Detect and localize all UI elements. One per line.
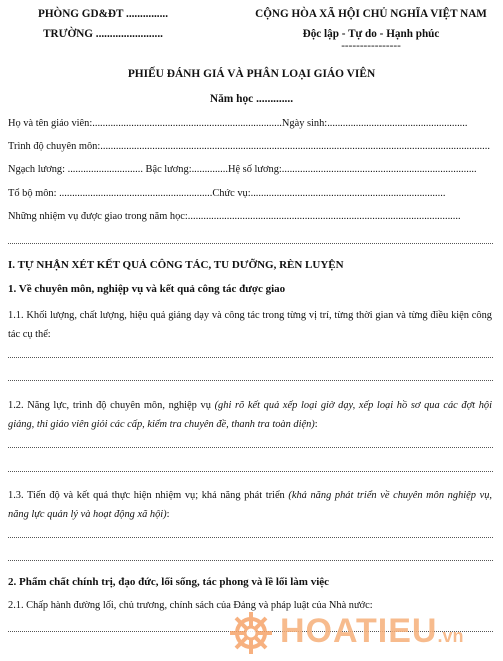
paragraph-1-3: 1.3. Tiến độ và kết quả thực hiện nhiệm vụ; khả năng phát triển (khả năng phát triển về chuyên môn nghiệp vụ, năng lực quản lý và hoạt động xã hội): bbox=[8, 490, 492, 520]
motto: Độc lập - Tự do - Hạnh phúc bbox=[302, 28, 440, 40]
dotted-line bbox=[8, 357, 493, 358]
section-1-1-title: 1. Về chuyên môn, nghiệp vụ và kết quả công tác được giao bbox=[8, 283, 286, 295]
section-1-title: I. TỰ NHẬN XÉT KẾT QUẢ CÔNG TÁC, TU DƯỠNG, RÈN LUYỆN bbox=[8, 259, 344, 271]
field-teacher-name: Họ và tên giáo viên:.........................................................................Ngày sinh:...................................................... bbox=[8, 118, 468, 129]
watermark bbox=[228, 610, 500, 656]
paragraph-1-1: 1.1. Khối lượng, chất lượng, hiệu quả giảng dạy và công tác trong từng vị trí, từng thời gian và từng điều kiện công tác cụ thể: bbox=[8, 310, 492, 340]
field-salary-rank: Ngạch lương: ............................. Bậc lương:..............Hệ số lương:........................................................................... bbox=[8, 164, 477, 175]
section-1-2-title: 2. Phẩm chất chính trị, đạo đức, lối sống, tác phong và lề lối làm việc bbox=[8, 576, 330, 588]
dotted-line bbox=[8, 243, 493, 244]
watermark-text: HOATIEU.vn bbox=[280, 612, 464, 650]
national-header: CỘNG HÒA XÃ HỘI CHỦ NGHĨA VIỆT NAM bbox=[255, 8, 487, 20]
paragraph-1-2: 1.2. Năng lực, trình độ chuyên môn, nghiệp vụ (ghi rõ kết quả xếp loại giờ dạy, xếp loại hồ sơ qua các đợt hội giảng, thi giáo viên giỏi các cấp, kiểm tra chuyên đề, thanh tra toàn diện): bbox=[8, 400, 492, 430]
school-header: TRƯỜNG ........................ bbox=[43, 28, 163, 40]
department-header: PHÒNG GD&ĐT ............... bbox=[37, 8, 168, 20]
paragraph-2-1: 2.1. Chấp hành đường lối, chủ trương, chính sách của Đảng và pháp luật của Nhà nước: bbox=[8, 600, 373, 611]
field-subject-group: Tổ bộ môn: ...........................................................Chức vụ:........................................................................... bbox=[8, 188, 446, 199]
dotted-line bbox=[8, 537, 493, 538]
school-year: Năm học ............. bbox=[209, 93, 294, 105]
document-title: PHIẾU ĐÁNH GIÁ VÀ PHÂN LOẠI GIÁO VIÊN bbox=[127, 68, 376, 80]
dotted-line bbox=[8, 447, 493, 448]
dotted-line bbox=[8, 560, 493, 561]
field-duties: Những nhiệm vụ được giao trong năm học:......................................................................................................... bbox=[8, 211, 461, 222]
dotted-line bbox=[8, 471, 493, 472]
dotted-line bbox=[8, 380, 493, 381]
ship-wheel-logo-icon bbox=[228, 610, 274, 656]
motto-rule: ---------------- bbox=[341, 40, 401, 52]
field-qualification: Trình độ chuyên môn:...................................................................................................................................................... bbox=[8, 141, 490, 152]
